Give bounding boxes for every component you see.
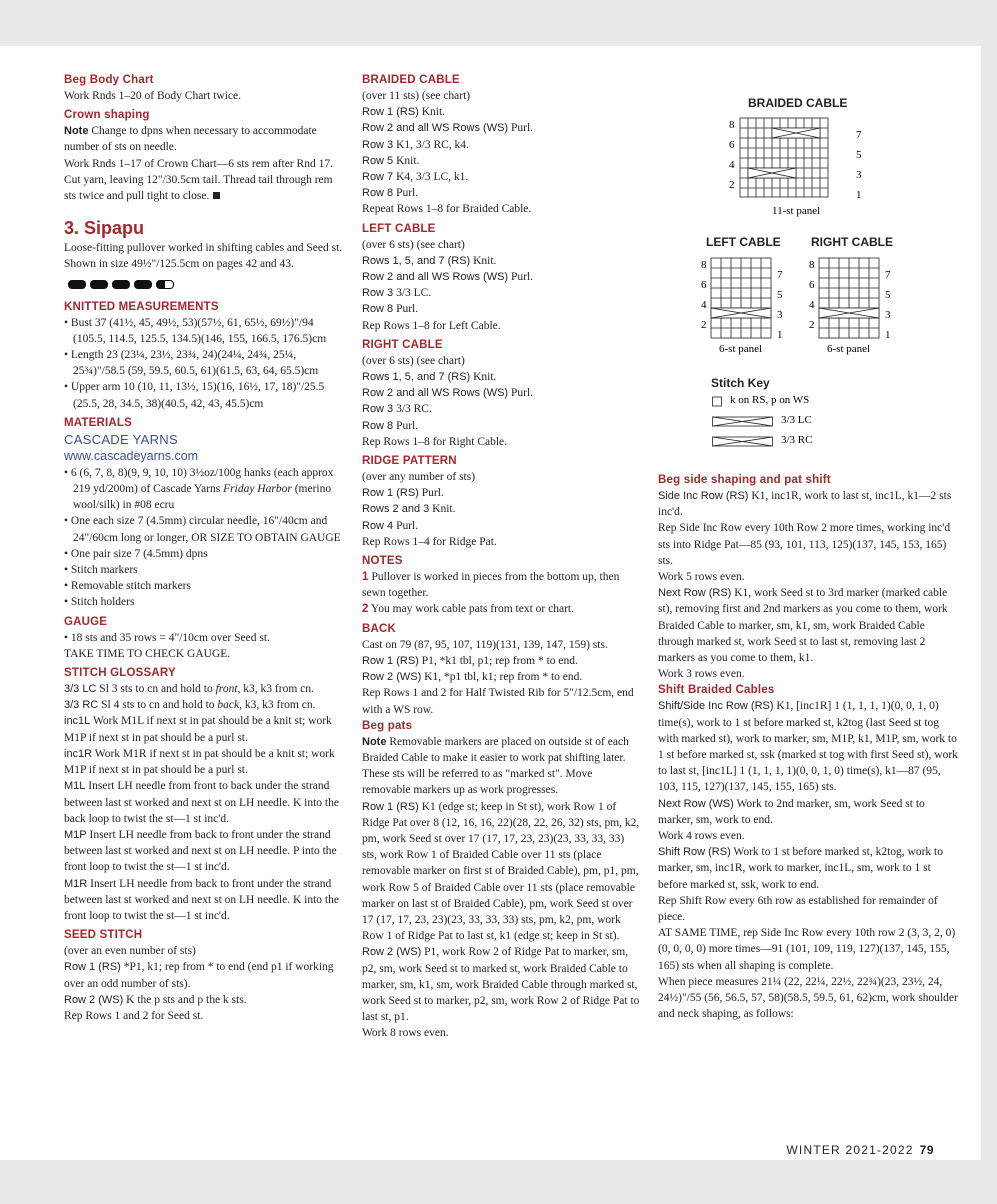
crown-note: Note Change to dpns when necessary to accommodate number of sts on needle.: [64, 125, 317, 154]
beg-pats-row-2: Row 2 (WS) P1, work Row 2 of Ridge Pat to marker, sm, p2, sm, work Seed st to marked st, work Braided Cable to marker, sm, k1, sm, work Braided Cable through marked st, work Seed st to marker, p2, sm, work Row 2 of Ridge Pat to last st, p1.: [362, 946, 640, 1024]
side-repeat: Rep Side Inc Row every 10th Row 2 more times, working inc'd sts into Ridge Pat—85 (93, 101, 113, 125)(137, 145, 153, 165) sts.: [658, 522, 951, 567]
materials-list: [64, 465, 346, 611]
braided-row: Row 3 K1, 3/3 RC, k4.: [362, 138, 469, 151]
key-label: k on RS, p on WS: [730, 394, 810, 406]
row-label: 1: [885, 329, 891, 341]
issue-label: WINTER 2021-2022: [786, 1143, 914, 1157]
skill-bar-icon: [68, 280, 86, 289]
page-number: 79: [919, 1143, 934, 1157]
shift-same-time: AT SAME TIME, rep Side Inc Row every 10th row 2 (3, 3, 2, 0)(0, 0, 0, 0) more times—91 (101, 109, 119, 127)(137, 145, 155, 165) sts when all shaping is complete.: [658, 927, 956, 972]
left-repeat: Rep Rows 1–8 for Left Cable.: [362, 319, 501, 332]
list-item: • Removable stitch markers: [64, 578, 346, 594]
skill-bar-half-icon: [156, 280, 174, 289]
ridge-row: Rows 2 and 3 Knit.: [362, 503, 456, 516]
braided-row: Row 8 Purl.: [362, 187, 419, 200]
note-2: 2 You may work cable pats from text or chart.: [362, 603, 574, 616]
braided-cable-heading: BRAIDED CABLE: [362, 74, 460, 86]
ridge-row: Row 1 (RS) Purl.: [362, 487, 444, 500]
skill-level-icon: [68, 277, 346, 293]
glossary-heading: STITCH GLOSSARY: [64, 667, 176, 680]
row-label: 8: [701, 259, 707, 271]
row-label: 1: [777, 329, 783, 341]
ridge-pattern-heading: RIDGE PATTERN: [362, 455, 457, 468]
braided-caption: 11-st panel: [772, 205, 821, 217]
materials-heading: MATERIALS: [64, 416, 133, 429]
row-label: 7: [856, 129, 862, 141]
list-item: • One pair size 7 (4.5mm) dpns: [64, 546, 346, 562]
glossary-entry: 3/3 LC Sl 3 sts to cn and hold to front, k3, k3 from cn.: [64, 683, 314, 696]
right-repeat: Rep Rows 1–8 for Right Cable.: [362, 435, 508, 448]
left-count: (over 6 sts) (see chart): [362, 238, 465, 251]
list-item: • One each size 7 (4.5mm) circular needle, 16"/40cm and 24"/60cm long or longer, OR SIZE TO OBTAIN GAUGE: [64, 513, 346, 545]
row-label: 2: [729, 179, 735, 191]
braided-row: Row 2 and all WS Rows (WS) Purl.: [362, 122, 534, 135]
brand-name: CASCADE YARNS: [64, 431, 178, 447]
right-chart-title: RIGHT CABLE: [811, 235, 893, 249]
shift-cables-heading: Shift Braided Cables: [658, 684, 775, 697]
beg-pats-heading: Beg pats: [362, 719, 413, 732]
row-label: 2: [701, 319, 707, 331]
braided-row: Row 5 Knit.: [362, 154, 420, 167]
seed-stitch-heading: SEED STITCH: [64, 929, 143, 942]
pattern-title: 3. Sipapu: [64, 218, 145, 239]
ridge-repeat: Rep Rows 1–4 for Ridge Pat.: [362, 535, 497, 548]
list-item: • Stitch markers: [64, 562, 346, 578]
list-item: • Upper arm 10 (10, 11, 13½, 15)(16, 16½, 17, 18)"/25.5 (25.5, 28, 34.5, 38)(40.5, 42, 43, 45.5)cm: [64, 379, 346, 411]
column-left: [64, 72, 346, 1024]
beg-pats-note: Note Removable markers are placed on outside st of each Braided Cable to make it easier to work pat shifting later. These sts will be referred to as "marked st". Move removable markers up as work progresses.: [362, 735, 629, 797]
side-inc-row: Side Inc Row (RS) K1, inc1R, work to last st, inc1L, k1—2 sts inc'd.: [658, 490, 952, 519]
shift-measure: When piece measures 21¼ (22, 22¼, 22½, 22¾)(23, 23½, 24, 24½)"/55 (56, 56.5, 57, 58)(58.5, 59.5, 61, 62)cm, work shoulder and neck shaping, as follows:: [658, 975, 958, 1021]
row-label: 3: [856, 169, 862, 181]
right-count: (over 6 sts) (see chart): [362, 354, 465, 367]
left-row: Row 8 Purl.: [362, 303, 419, 316]
left-row: Row 3 3/3 LC.: [362, 287, 432, 300]
braided-row: Row 7 K4, 3/3 LC, k1.: [362, 171, 469, 184]
glossary-entry: M1R Insert LH needle from back to front under the strand between last st worked and next st on LH needle. K into the front loop to twist the st—1 st inc'd.: [64, 877, 339, 922]
back-repeat: Rep Rows 1 and 2 for Half Twisted Rib for 5"/12.5cm, end with a WS row.: [362, 687, 634, 716]
row-label: 4: [729, 159, 735, 171]
back-cast-on: Cast on 79 (87, 95, 107, 119)(131, 139, 147, 159) sts.: [362, 638, 608, 651]
glossary-entry: inc1L Work M1L if next st in pat should be a knit st; work M1P if next st in pat should be a purl st.: [64, 715, 332, 744]
row-label: 7: [885, 269, 891, 281]
gauge-check: TAKE TIME TO CHECK GAUGE.: [64, 647, 231, 660]
shift-repeat: Rep Shift Row every 6th row as established for remainder of piece.: [658, 894, 938, 924]
crown-shaping-heading: Crown shaping: [64, 109, 150, 122]
skill-bar-icon: [134, 280, 152, 289]
row-label: 1: [856, 189, 862, 201]
glossary-entry: 3/3 RC Sl 4 sts to cn and hold to back, k3, k3 from cn.: [64, 699, 316, 712]
glossary-entry: M1P Insert LH needle from back to front under the strand between last st worked and next st on LH needle. P into the front loop to twist the st—1 st inc'd.: [64, 828, 337, 874]
row-label: 7: [777, 269, 783, 281]
shift-next-row: Next Row (WS) Work to 2nd marker, sm, work Seed st to marker, sm, work to end.: [658, 797, 925, 826]
row-label: 4: [809, 299, 815, 311]
gauge-list: [64, 630, 346, 646]
key-label: 3/3 LC: [781, 414, 812, 426]
back-row: Row 2 (WS) K1, *p1 tbl, k1; rep from * to end.: [362, 671, 583, 684]
skill-bar-icon: [90, 280, 108, 289]
skill-bar-icon: [112, 280, 130, 289]
ridge-row: Row 4 Purl.: [362, 519, 419, 532]
row-label: 6: [809, 279, 815, 291]
side-next-row: Next Row (RS) K1, work Seed st to 3rd marker (marked cable st), removing first and 2nd markers as you come to them, work Braided Cable to marker, sm, k1, sm, work Braided Cable through marked st, work Seed st to last st, removing last 2 markers as you come to them, k1.: [658, 587, 948, 665]
list-item: • 18 sts and 35 rows = 4"/10cm over Seed st.: [64, 630, 346, 646]
row-label: 5: [885, 289, 891, 301]
beg-pats-row-1: Row 1 (RS) K1 (edge st; keep in St st), work Row 1 of Ridge Pat over 8 (12, 16, 16, 22)(28, 22, 26, 32) sts, pm, k2, pm, work Seed st over 17 (17, 17, 23, 23)(23, 33, 33, 33) sts, work Row 1 of Braided Cable over 11 sts (place removable marker on first st of Braided Cable), pm, p1, pm, work Row 5 of Braided Cable over 11 sts (place removable marker on last st of Braided Cable), pm, work Seed st over 17 (17, 17, 23, 23)(23, 33, 33, 33) sts, pm, k2, pm, work Row 1 of Ridge Pat to last st, k1 (edge st; keep in St st).: [362, 800, 640, 943]
crown-paragraph: Work Rnds 1–17 of Crown Chart—6 sts rem after Rnd 17.: [64, 157, 333, 170]
panel-caption: 6-st panel: [827, 343, 871, 355]
row-label: 6: [729, 139, 735, 151]
column-right: [658, 472, 958, 1023]
knit-square-icon: [713, 397, 722, 406]
side-even: Work 5 rows even.: [658, 571, 745, 584]
measurements-list: [64, 315, 346, 412]
right-row: Row 3 3/3 RC.: [362, 403, 432, 416]
gauge-heading: GAUGE: [64, 615, 108, 628]
row-label: 2: [809, 319, 815, 331]
left-row: Row 2 and all WS Rows (WS) Purl.: [362, 271, 534, 284]
left-row: Rows 1, 5, and 7 (RS) Knit.: [362, 254, 497, 267]
side-shaping-heading: Beg side shaping and pat shift: [658, 474, 831, 486]
crown-finish: Cut yarn, leaving 12"/30.5cm tail. Thread tail through rem sts twice and pull tight to close.: [64, 173, 333, 203]
seed-repeat: Rep Rows 1 and 2 for Seed st.: [64, 1009, 204, 1022]
right-row: Row 8 Purl.: [362, 419, 419, 432]
row-label: 6: [701, 279, 707, 291]
list-item: • Bust 37 (41½, 45, 49½, 53)(57½, 61, 65½, 69½)"/94 (105.5, 114.5, 125.5, 134.5)(146, 155, 166.5, 176.5)cm: [64, 315, 346, 347]
end-mark-icon: [213, 192, 220, 199]
row-label: 8: [809, 259, 815, 271]
measurements-heading: KNITTED MEASUREMENTS: [64, 300, 219, 313]
right-row: Row 2 and all WS Rows (WS) Purl.: [362, 387, 534, 400]
shift-inc-row: Shift/Side Inc Row (RS) K1, [inc1R] 1 (1, 1, 1, 1)(0, 0, 1, 0) time(s), work to 1 st before marked st, k2tog (last Seed st tog with marked st), work to marker, sm, M1P, k1, M1P, sm, work to 1 st before marked st, ssk (marked st tog with first Seed st), work to last st, [inc1L] 1 (1, 1, 1, 1)(0, 0, 1, 0) time(s), k1—87 (95, 103, 115, 127)(137, 145, 155, 165) sts.: [658, 700, 958, 794]
braided-count: (over 11 sts) (see chart): [362, 90, 471, 102]
beg-pats-end: Work 8 rows even.: [362, 1027, 449, 1040]
panel-caption: 6-st panel: [719, 343, 763, 355]
glossary-entry: M1L Insert LH needle from front to back under the strand between last st worked and next st on LH needle. K into the back loop to twist the st—1 st inc'd.: [64, 780, 339, 825]
pattern-intro: Loose-fitting pullover worked in shifting cables and Seed st. Shown in size 49½"/125.5cm on pages 42 and 43.: [64, 242, 343, 271]
brand-url[interactable]: www.cascadeyarns.com: [64, 448, 199, 463]
body-chart-heading: Beg Body Chart: [64, 74, 154, 86]
page-footer: [786, 1143, 934, 1157]
body-chart-text: Work Rnds 1–20 of Body Chart twice.: [64, 90, 241, 102]
shift-row: Shift Row (RS) Work to 1 st before marked st, k2tog, work to marker, sm, inc1R, work to marker, inc1L, sm, work to 1 st before marked st, ssk, work to end.: [658, 846, 943, 891]
right-cable-chart: [805, 252, 905, 356]
row-label: 3: [777, 309, 783, 321]
row-label: 4: [701, 299, 707, 311]
side-even-2: Work 3 rows even.: [658, 668, 745, 681]
seed-stitch-count: (over an even number of sts): [64, 945, 196, 958]
ridge-count: (over any number of sts): [362, 471, 476, 484]
right-cable-heading: RIGHT CABLE: [362, 338, 443, 351]
column-middle: [362, 72, 642, 1042]
right-row: Rows 1, 5, and 7 (RS) Knit.: [362, 371, 497, 384]
back-row: Row 1 (RS) P1, *k1 tbl, p1; rep from * to end.: [362, 654, 578, 667]
row-label: 5: [777, 289, 783, 301]
list-item: • 6 (6, 7, 8, 8)(9, 9, 10, 10) 3½oz/100g hanks (each approx 219 yd/200m) of Cascade Yarns Friday Harbor (merino wool/silk) in #08 ecru: [64, 465, 346, 514]
glossary-entry: inc1R Work M1R if next st in pat should be a knit st; work M1P if next st in pat should be a purl st.: [64, 747, 335, 777]
row-label: 3: [885, 309, 891, 321]
braided-chart-title: BRAIDED CABLE: [748, 96, 848, 110]
stitch-key-title: Stitch Key: [711, 376, 770, 390]
braided-row: Row 1 (RS) Knit.: [362, 106, 446, 119]
braided-repeat: Repeat Rows 1–8 for Braided Cable.: [362, 203, 532, 216]
notes-heading: NOTES: [362, 555, 403, 568]
shift-even: Work 4 rows even.: [658, 830, 745, 843]
back-heading: BACK: [362, 622, 397, 635]
left-chart-title: LEFT CABLE: [706, 235, 781, 249]
list-item: • Stitch holders: [64, 594, 346, 610]
braided-cable-chart: [720, 112, 870, 220]
seed-row-1: Row 1 (RS) *P1, k1; rep from * to end (end p1 if working over an odd number of sts).: [64, 961, 334, 990]
left-cable-chart: [697, 252, 797, 356]
row-label: 8: [729, 119, 735, 131]
left-cable-heading: LEFT CABLE: [362, 222, 436, 235]
note-1: 1 Pullover is worked in pieces from the bottom up, then sewn together.: [362, 571, 620, 600]
seed-row-2: Row 2 (WS) K the p sts and p the k sts.: [64, 993, 247, 1006]
row-label: 5: [856, 149, 862, 161]
list-item: • Length 23 (23¼, 23½, 23¾, 24)(24¼, 24¾, 25¼, 25¾)"/58.5 (59, 59.5, 60.5, 61)(61.5, 63, 64, 65.5)cm: [64, 347, 346, 379]
key-label: 3/3 RC: [781, 434, 813, 446]
